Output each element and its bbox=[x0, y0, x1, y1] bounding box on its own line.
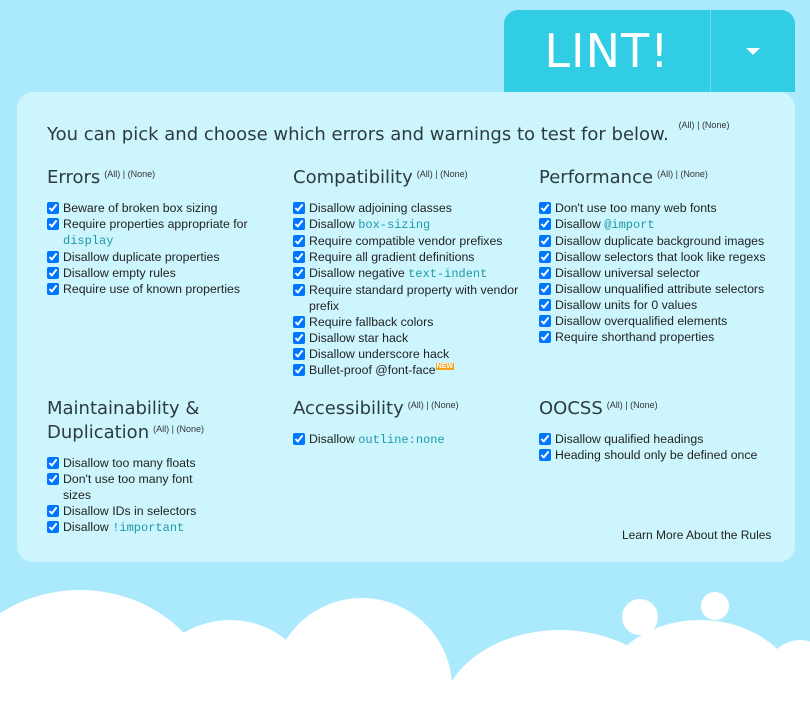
group-title bbox=[293, 166, 528, 190]
rule-label[interactable]: Require use of known properties bbox=[63, 282, 241, 296]
group-all-none: (All) | (None) bbox=[657, 169, 708, 179]
rule-checkbox[interactable] bbox=[47, 505, 59, 517]
group-title-text: Maintainability & Duplication bbox=[47, 398, 200, 443]
group-select-none-link[interactable]: (None) bbox=[630, 400, 658, 410]
rule-checkbox[interactable] bbox=[539, 449, 551, 461]
rule-checkbox[interactable] bbox=[47, 521, 59, 533]
rule-checkbox[interactable] bbox=[293, 235, 305, 247]
rule-code: box-sizing bbox=[358, 218, 431, 232]
group-oocss bbox=[539, 397, 774, 463]
rule-checkbox[interactable] bbox=[47, 283, 59, 295]
rule-label[interactable]: Heading should only be defined once bbox=[555, 448, 758, 462]
rule-checkbox[interactable] bbox=[47, 251, 59, 263]
rule-item bbox=[539, 281, 774, 297]
rule-label[interactable]: Disallow bbox=[555, 217, 605, 231]
group-title bbox=[539, 166, 774, 190]
group-maintainability bbox=[47, 397, 217, 536]
rule-checkbox[interactable] bbox=[293, 218, 305, 230]
lint-button-group bbox=[504, 10, 795, 92]
rule-label[interactable]: Disallow unqualified attribute selectors bbox=[555, 282, 765, 296]
rule-checkbox[interactable] bbox=[539, 315, 551, 327]
rule-code: @import bbox=[604, 218, 655, 232]
rule-label[interactable]: Disallow overqualified elements bbox=[555, 314, 728, 328]
rule-item bbox=[539, 431, 774, 447]
group-select-all-link[interactable]: (All) bbox=[416, 169, 433, 179]
group-select-none-link[interactable]: (None) bbox=[680, 169, 708, 179]
global-all-none: (All) | (None) bbox=[678, 120, 730, 130]
rule-label[interactable]: Disallow bbox=[309, 217, 359, 231]
rule-item bbox=[539, 233, 774, 249]
rule-checkbox[interactable] bbox=[539, 283, 551, 295]
group-title bbox=[293, 397, 528, 421]
rule-checkbox[interactable] bbox=[47, 457, 59, 469]
rule-label[interactable]: Disallow adjoining classes bbox=[309, 201, 452, 215]
rule-item bbox=[293, 282, 528, 314]
rule-label[interactable]: Disallow duplicate background images bbox=[555, 234, 765, 248]
rule-checkbox[interactable] bbox=[293, 332, 305, 344]
rule-label[interactable]: Disallow bbox=[63, 520, 113, 534]
lint-button[interactable]: LINT! bbox=[544, 24, 670, 78]
group-all-none: (All) | (None) bbox=[104, 169, 156, 179]
rule-item bbox=[293, 362, 528, 378]
rule-checkbox[interactable] bbox=[47, 473, 59, 485]
rule-label[interactable]: Require standard property with vendor prefix bbox=[309, 283, 519, 313]
new-badge: NEW bbox=[436, 363, 453, 370]
group-select-all-link[interactable]: (All) bbox=[606, 400, 623, 410]
rule-label[interactable]: Disallow empty rules bbox=[63, 266, 176, 280]
rule-checkbox[interactable] bbox=[539, 251, 551, 263]
rule-label[interactable]: Beware of broken box sizing bbox=[63, 201, 218, 215]
lint-options-dropdown[interactable] bbox=[711, 10, 795, 92]
rule-item bbox=[539, 200, 774, 216]
group-select-all-link[interactable]: (All) bbox=[407, 400, 424, 410]
rule-checkbox[interactable] bbox=[539, 235, 551, 247]
rule-item bbox=[293, 431, 528, 448]
rule-label[interactable]: Bullet-proof @font-face bbox=[309, 363, 436, 377]
rule-item bbox=[539, 447, 774, 463]
rule-checkbox[interactable] bbox=[293, 251, 305, 263]
group-select-none-link[interactable]: (None) bbox=[176, 424, 204, 434]
rule-item bbox=[293, 233, 528, 249]
rule-item bbox=[47, 471, 217, 503]
rule-item bbox=[47, 503, 217, 519]
group-performance bbox=[539, 166, 774, 345]
rule-label[interactable]: Disallow star hack bbox=[309, 331, 409, 345]
rule-checkbox[interactable] bbox=[293, 348, 305, 360]
rule-item bbox=[539, 313, 774, 329]
clouds-decoration bbox=[0, 570, 810, 714]
group-title bbox=[539, 397, 774, 421]
rule-checkbox[interactable] bbox=[539, 267, 551, 279]
rule-label[interactable]: Disallow qualified headings bbox=[555, 432, 704, 446]
rule-item bbox=[539, 297, 774, 313]
rule-label[interactable]: Require properties appropriate for bbox=[63, 217, 248, 231]
group-select-all-link[interactable]: (All) bbox=[657, 169, 674, 179]
group-select-none-link[interactable]: (None) bbox=[127, 169, 156, 179]
rule-label[interactable]: Disallow universal selector bbox=[555, 266, 700, 280]
caret-down-icon bbox=[746, 48, 760, 55]
rule-checkbox[interactable] bbox=[47, 218, 59, 230]
group-title bbox=[47, 166, 282, 190]
rule-label[interactable]: Require compatible vendor prefixes bbox=[309, 234, 503, 248]
group-accessibility bbox=[293, 397, 528, 448]
group-compatibility bbox=[293, 166, 528, 378]
rule-item bbox=[293, 216, 528, 233]
rule-checkbox[interactable] bbox=[539, 218, 551, 230]
select-all-link[interactable]: (All) bbox=[678, 120, 695, 130]
rule-item bbox=[47, 200, 282, 216]
rule-checkbox[interactable] bbox=[293, 202, 305, 214]
rule-code: text-indent bbox=[408, 267, 488, 281]
rule-checkbox[interactable] bbox=[293, 316, 305, 328]
intro-heading bbox=[47, 120, 730, 145]
rule-item bbox=[47, 216, 282, 249]
rule-label[interactable]: Disallow underscore hack bbox=[309, 347, 450, 361]
rule-item bbox=[293, 346, 528, 362]
rule-item bbox=[47, 519, 217, 536]
rule-label[interactable]: Require all gradient definitions bbox=[309, 250, 475, 264]
rule-label[interactable]: Disallow negative bbox=[309, 266, 409, 280]
rule-checkbox[interactable] bbox=[293, 433, 305, 445]
rule-item bbox=[539, 216, 774, 233]
rule-checkbox[interactable] bbox=[539, 202, 551, 214]
rule-item bbox=[47, 249, 282, 265]
learn-more-link[interactable]: Learn More About the Rules bbox=[622, 528, 772, 542]
rule-item bbox=[539, 265, 774, 281]
rule-item bbox=[47, 265, 282, 281]
group-title-text: Accessibility bbox=[293, 398, 404, 419]
rule-code: outline:none bbox=[358, 433, 445, 447]
rule-item bbox=[293, 200, 528, 216]
group-title-text: Errors bbox=[47, 167, 101, 188]
rule-checkbox[interactable] bbox=[47, 267, 59, 279]
rule-item bbox=[47, 455, 217, 471]
rule-label[interactable]: Disallow too many floats bbox=[63, 456, 196, 470]
rule-checkbox[interactable] bbox=[539, 433, 551, 445]
rule-checkbox[interactable] bbox=[293, 267, 305, 279]
group-select-all-link[interactable]: (All) bbox=[153, 424, 170, 434]
group-select-all-link[interactable]: (All) bbox=[104, 169, 121, 179]
rule-label[interactable]: Require shorthand properties bbox=[555, 330, 715, 344]
rule-item bbox=[47, 281, 282, 297]
group-all-none: (All) | (None) bbox=[153, 424, 204, 434]
rule-label[interactable]: Require fallback colors bbox=[309, 315, 434, 329]
group-errors bbox=[47, 166, 282, 297]
rule-checkbox[interactable] bbox=[293, 364, 305, 376]
rule-label[interactable]: Disallow selectors that look like regexs bbox=[555, 250, 766, 264]
group-title-text: Compatibility bbox=[293, 167, 413, 188]
group-title-text: OOCSS bbox=[539, 398, 603, 419]
rule-checkbox[interactable] bbox=[539, 331, 551, 343]
rule-item bbox=[293, 265, 528, 282]
rule-item bbox=[539, 249, 774, 265]
intro-text: You can pick and choose which errors and warnings to test for below. bbox=[47, 124, 669, 145]
group-select-none-link[interactable]: (None) bbox=[431, 400, 459, 410]
rule-item bbox=[293, 314, 528, 330]
rule-item bbox=[293, 330, 528, 346]
group-all-none: (All) | (None) bbox=[407, 400, 459, 410]
group-title bbox=[47, 397, 217, 445]
rule-label[interactable]: Don't use too many font sizes bbox=[63, 472, 193, 502]
rule-label[interactable]: Disallow IDs in selectors bbox=[63, 504, 197, 518]
rule-checkbox[interactable] bbox=[293, 284, 305, 296]
rule-label[interactable]: Disallow bbox=[309, 432, 359, 446]
group-all-none: (All) | (None) bbox=[416, 169, 468, 179]
rule-item bbox=[293, 249, 528, 265]
select-none-link[interactable]: (None) bbox=[701, 120, 730, 130]
rule-code: display bbox=[63, 234, 114, 248]
rule-label[interactable]: Disallow units for 0 values bbox=[555, 298, 698, 312]
group-title-text: Performance bbox=[539, 167, 654, 188]
rule-label[interactable]: Disallow duplicate properties bbox=[63, 250, 220, 264]
group-select-none-link[interactable]: (None) bbox=[440, 169, 468, 179]
group-all-none: (All) | (None) bbox=[606, 400, 658, 410]
rule-code: !important bbox=[112, 521, 185, 535]
rule-item bbox=[539, 329, 774, 345]
rule-label[interactable]: Don't use too many web fonts bbox=[555, 201, 717, 215]
rule-checkbox[interactable] bbox=[539, 299, 551, 311]
rule-checkbox[interactable] bbox=[47, 202, 59, 214]
